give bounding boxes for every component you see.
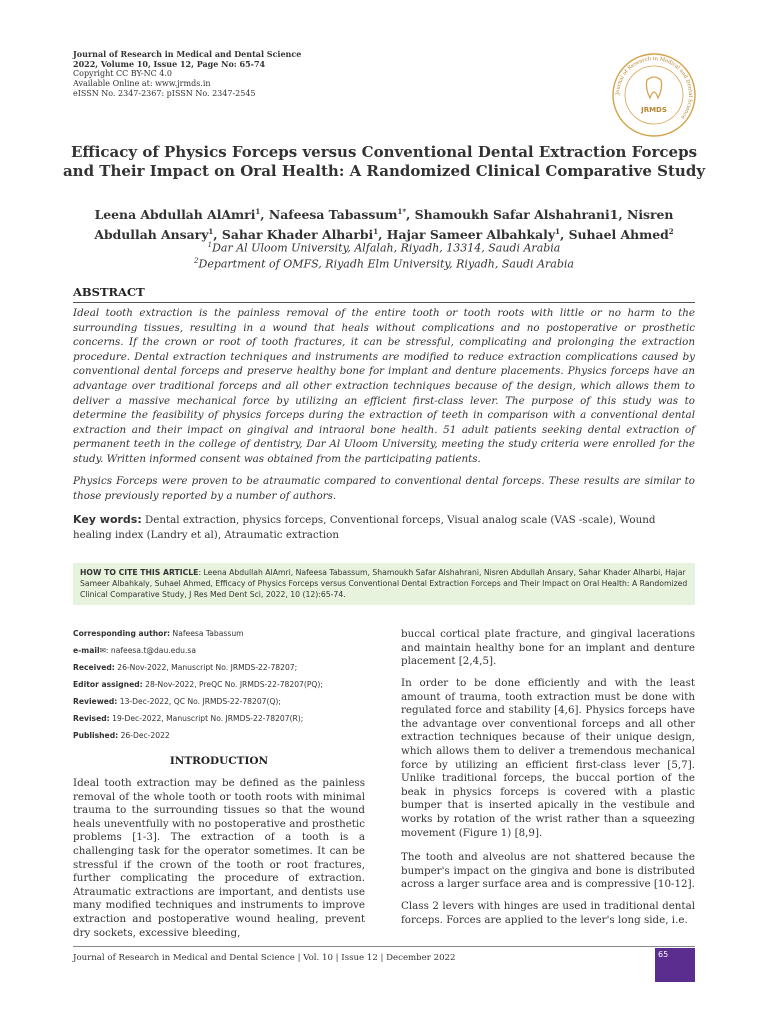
copyright: Copyright CC BY-NC 4.0 <box>73 69 173 78</box>
abstract-heading: ABSTRACT <box>73 285 145 299</box>
footer-divider <box>73 946 695 947</box>
intro-left-paragraph: Ideal tooth extraction may be defined as the painless removal of the whole tooth or tooth roots with minimal trauma to the surrounding tissues so that the wound heals uneventfully with no postoperative and prosthetic problems [1-3]. The extraction of a tooth is a challenging task for the operator sometimes. It can be stressful if the crown of the tooth or root fractures, further complicating the procedure of extraction. Atraumatic extractions are important, and dentists use many modified techniques and instruments to improve extraction and postoperative wound healing, prevent dry sockets, excessive bleeding, <box>73 777 365 939</box>
paper-title: Efficacy of Physics Forceps versus Conventional Dental Extraction Forceps and Their Impact on Oral Health: A Randomized Clinical Comparative Study <box>62 143 706 180</box>
journal-name: Journal of Research in Medical and Dental Science <box>73 49 302 59</box>
page-number: 65 <box>655 948 695 982</box>
author-list: Leena Abdullah AlAmri$^1$, Nafeesa Tabassum$^{1*}$, Shamoukh Safar Alshahrani1, Nisren Abdullah Ansary$^1$, Sahar Khader Alharbi$^1$, Hajar Sameer Albahkaly$^1$, Suhael Ahmed$^2$ <box>94 207 674 243</box>
reviewed-date: Reviewed: 13-Dec-2022, QC No. JRMDS-22-78207(Q); <box>73 697 281 706</box>
issn: eISSN No. 2347-2367: pISSN No. 2347-2545 <box>73 89 256 98</box>
published-date: Published: 26-Dec-2022 <box>73 731 170 740</box>
journal-header <box>73 49 301 99</box>
introduction-heading: INTRODUCTION <box>169 755 269 767</box>
page-footer: Journal of Research in Medical and Dental Science | Vol. 10 | Issue 12 | December 2022 <box>73 953 456 963</box>
how-to-cite-box: HOW TO CITE THIS ARTICLE: Leena Abdullah AlAmri, Nafeesa Tabassum, Shamoukh Safar Alshahrani, Nisren Abdullah Ansary, Sahar Khader Alharbi, Hajar Sameer Albahkaly, Suhael Ahmed, Efficacy of Physics Forceps versus Conventional Dental Extraction Forceps and Their Impact on Oral Health: A Randomized Clinical Comparative Study, J Res Med Dent Sci, 2022, 10 (12):65-74. <box>73 563 695 605</box>
intro-right-paragraph-1: buccal cortical plate fracture, and gingival lacerations and maintain healthy bone for an implant and denture placement [2,4,5]. <box>401 628 695 668</box>
intro-right-paragraph-4: Class 2 levers with hinges are used in traditional dental forceps. Forces are applied to the lever's long side, i.e. <box>401 900 695 926</box>
email[interactable]: e-mail✉: nafeesa.t@dau.edu.sa <box>73 646 197 655</box>
abstract-divider <box>73 302 695 303</box>
corresponding-author: Corresponding author: Nafeesa Tabassum <box>73 629 244 638</box>
revised-date: Revised: 19-Dec-2022, Manuscript No. JRMDS-22-78207(R); <box>73 714 304 723</box>
logo-abbr: JRMDS <box>641 106 667 114</box>
keywords: Key words: Dental extraction, physics forceps, Conventional forceps, Visual analog scale (VAS -scale), Wound healing index (Landry et al), Atraumatic extraction <box>73 513 656 541</box>
mail-icon: ✉ <box>99 646 106 655</box>
journal-volume: 2022, Volume 10, Issue 12, Page No: 65-74 <box>73 59 266 69</box>
abstract-paragraph-2: Physics Forceps were proven to be atraumatic compared to conventional dental forceps. These results are similar to those previously reported by a number of authors. <box>73 475 695 502</box>
availability: Available Online at: www.jrmds.in <box>73 79 211 88</box>
editor-assigned-date: Editor assigned: 28-Nov-2022, PreQC No. JRMDS-22-78207(PQ); <box>73 680 323 689</box>
affiliation-1: $^1$Dar Al Uloom University, Alfalah, Riyadh, 13314, Saudi Arabia <box>207 241 561 255</box>
intro-right-paragraph-3: The tooth and alveolus are not shattered because the bumper's impact on the gingiva and bone is distributed across a larger surface area and is compressive [10-12]. <box>401 851 695 891</box>
abstract-paragraph-1: Ideal tooth extraction is the painless removal of the entire tooth or tooth roots with little or no harm to the surrounding tissues, resulting in a wound that heals without complications and no postoperative or prosthetic concerns. If the crown or root of tooth fractures, it can be stressful, complicating and prolonging the extraction procedure. Dental extraction techniques and instruments are modified to reduce extraction complications caused by conventional dental forceps and preserve healthy bone for implant and denture placements. Physics forceps have an advantage over traditional forceps and all other extraction techniques because of the design, which allows them to deliver a massive mechanical force by utilizing an efficient first-class lever. The purpose of this study was to determine the feasibility of physics forceps during the extraction of teeth in comparison with a conventional dental extraction and their impact on gingival and intraoral bone health. 51 adult patients seeking dental extraction of permanent teeth in the college of dentistry, Dar Al Uloom University, meeting the study criteria were enrolled for the study. Written informed consent was obtained from the participating patients. <box>73 307 695 465</box>
logo-ring-text: Journal of Research in Medical and Dental Science <box>614 55 694 120</box>
intro-right-paragraph-2: In order to be done efficiently and with the least amount of trauma, tooth extraction must be done with regulated force and stability [4,6]. Physics forceps have the advantage over conventional forceps and all other extraction techniques because of their unique design, which allows them to deliver a tremendous mechanical force by utilizing an efficient first-class lever [5,7]. Unlike traditional forceps, the buccal portion of the beak in physics forceps is covered with a plastic bumper that is inserted apically in the vestibule and works by rotation of the wrist rather than a squeezing movement (Figure 1) [8,9]. <box>401 677 695 839</box>
received-date: Received: 26-Nov-2022, Manuscript No. JRMDS-22-78207; <box>73 663 298 672</box>
affiliation-2: $^2$Department of OMFS, Riyadh Elm University, Riyadh, Saudi Arabia <box>194 257 574 271</box>
jrmds-logo <box>611 52 697 138</box>
